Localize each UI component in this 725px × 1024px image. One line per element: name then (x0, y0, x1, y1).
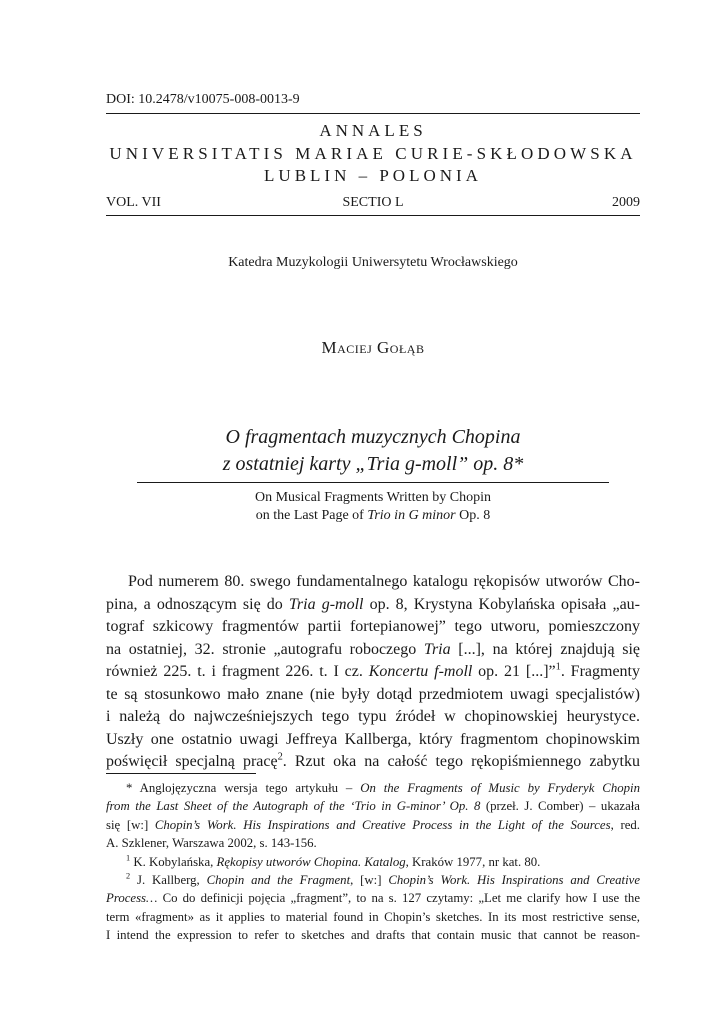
work-title: Tria (423, 640, 451, 658)
footnote-ref[interactable]: 2 (277, 751, 283, 763)
footnote-line (106, 816, 640, 834)
subtitle-line1: On Musical Fragments Written by Chopin (255, 490, 491, 505)
body-line: Pod numerem 80. swego fundamentalnego katalogu rękopisów utworów Cho- (128, 573, 640, 590)
title-line2: z ostatniej karty „Tria g-moll” op. 8* (222, 453, 524, 475)
footnote-line (106, 779, 640, 797)
work-title: Process… (106, 891, 158, 906)
section: SECTIO L (342, 195, 404, 210)
work-title: from the Last Sheet of the Autograph of the ‘Trio in G-minor’ Op. 8 (106, 799, 481, 814)
text: na ostatniej, 32. stronie „autografu roboczego (106, 640, 424, 658)
volume: VOL. VII (106, 195, 161, 210)
text: * Anglojęzyczna wersja tego artykułu – (126, 781, 361, 795)
footnote-line (106, 871, 640, 889)
journal-title-line3: LUBLIN – POLONIA (264, 166, 482, 185)
volume-row (106, 194, 640, 212)
text: J. Kallberg, (130, 873, 207, 888)
title-line1: O fragmentach muzycznych Chopina (225, 426, 521, 448)
work-title: On the Fragments of Music by Fryderyk Chopin (360, 781, 640, 795)
journal-title-line2: UNIVERSITATIS MARIAE CURIE-SKŁODOWSKA (109, 144, 637, 163)
text: , red. (610, 817, 640, 832)
volume-rule (106, 215, 640, 216)
text: , Kraków 1977, nr kat. 80. (405, 854, 541, 869)
body-line (106, 639, 640, 662)
article-title (106, 424, 640, 478)
footnote-number: 1 (126, 853, 131, 863)
text: , [w:] (350, 873, 389, 888)
text: op. 8, Krystyna Kobylańska opisała „au- (363, 595, 641, 613)
work-title: Koncertu f-moll (368, 663, 473, 680)
work-title: Tria g-moll (288, 595, 364, 613)
doi: DOI: 10.2478/v10075-008-0013-9 (106, 92, 300, 107)
work-title: Rękopisy utworów Chopina. Katalog (216, 854, 406, 869)
text: Co do definicji pojęcia „fragment”, to na s. 127 czytamy: „Let me clarify how I use the (157, 891, 640, 906)
text: również 225. t. i fragment 226. t. I cz. (106, 663, 369, 680)
body-line (106, 751, 640, 774)
subtitle-text: on the Last Page of (255, 508, 368, 523)
title-rule (137, 482, 609, 483)
text: się [w:] (106, 817, 155, 832)
body-line: i należą do najwcześniejszych tego typu źródeł w chopinowskiej heurystyce. (106, 708, 640, 725)
body-line: tograf szkicowy fragmentów partii fortepianowej” tego utworu, pomieszczony (106, 618, 640, 635)
footnote-line: A. Szklener, Warszawa 2002, s. 143-156. (106, 836, 317, 851)
body-line (106, 661, 640, 684)
text: [...], na której znajdują się (450, 640, 641, 658)
footnote-line (106, 797, 640, 815)
body-line: te są stosunkowo mało znane (nie były dotąd przedmiotem uwagi specjalistów) (106, 685, 640, 703)
footnote-line: I intend the expression to refer to sketches and drafts that contain music that cannot be reason- (106, 928, 640, 943)
footnote-number: 2 (126, 871, 131, 881)
work-title: Chopin’s Work. His Inspirations and Creative Process in the Light of the Sources (154, 817, 611, 832)
work-title: Chopin’s Work. His Inspirations and Creative (388, 873, 641, 888)
subtitle-line2 (106, 507, 640, 525)
journal-title-line1: ANNALES (319, 121, 427, 140)
footnote-rule (106, 773, 256, 774)
text: K. Kobylańska, (130, 854, 217, 869)
header-rule (106, 113, 640, 114)
footnote-line (106, 853, 640, 871)
footnote-line: term «fragment» as it applies to material found in Chopin’s sketches. In its most restrictive sense, (106, 909, 640, 924)
text: . Rzut oka na całość tego rękopiśmiennego zabytku (282, 753, 640, 770)
footnote-line (106, 889, 640, 907)
text: op. 21 [...]” (472, 663, 556, 680)
footnotes (106, 779, 640, 945)
footnote-ref[interactable]: 1 (555, 661, 561, 673)
text: . Fragmenty (560, 663, 641, 680)
text: pina, a odnoszącym się do (106, 595, 289, 613)
article-page (106, 0, 640, 1024)
body-line (106, 594, 640, 617)
work-title: Chopin and the Fragment (206, 873, 351, 888)
year: 2009 (612, 195, 640, 210)
body-paragraph (106, 571, 640, 774)
body-line: Uszły one ostatnio uwagi Jeffreya Kallberga, który fragmentom chopinowskim (106, 730, 640, 748)
subtitle-text: Op. 8 (455, 508, 491, 523)
affiliation: Katedra Muzykologii Uniwersytetu Wrocławskiego (228, 255, 518, 270)
text: poświęcił specjalną pracę (106, 753, 278, 770)
english-subtitle (106, 489, 640, 525)
author: Maciej Gołąb (321, 338, 425, 357)
subtitle-work-title: Trio in G minor (367, 508, 456, 523)
text: (przeł. J. Comber) – ukazała (480, 799, 640, 814)
